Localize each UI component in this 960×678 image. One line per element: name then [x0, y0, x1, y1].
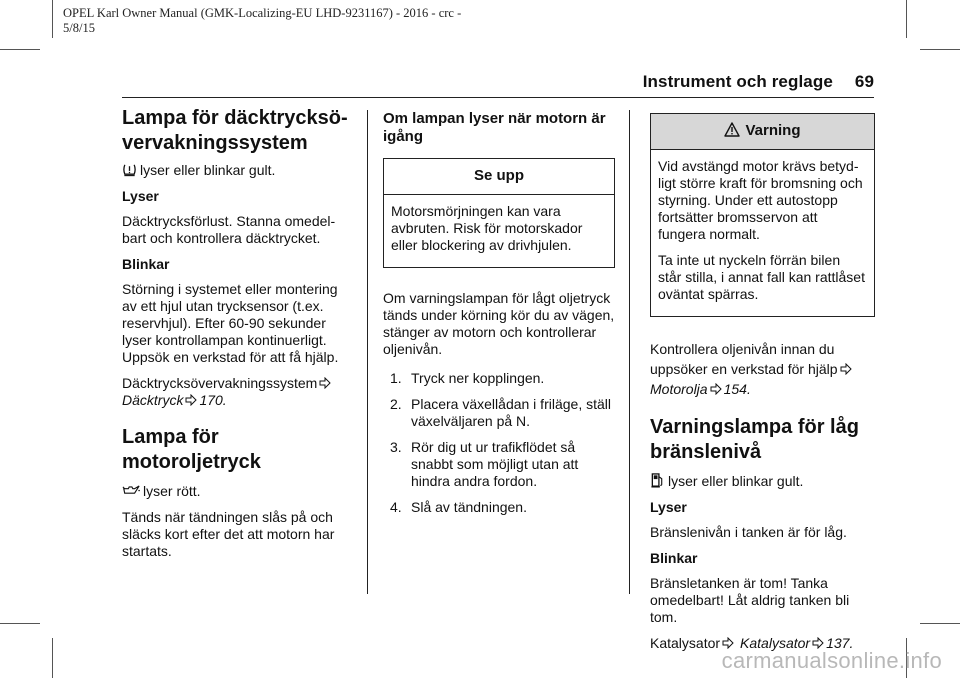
oil-pressure-status [122, 483, 352, 500]
fuel-pump-icon [650, 473, 665, 488]
watermark: carmanualsonline.info [721, 648, 942, 673]
low-fuel-status-text: lyser eller blinkar gult. [668, 473, 804, 489]
tpms-reference [122, 375, 352, 409]
caution-box [383, 158, 615, 268]
warning-triangle-icon [724, 122, 740, 137]
tpms-status-text: lyser eller blinkar gult. [140, 162, 276, 178]
catalyst-ref-text: Katalysator [650, 635, 721, 651]
list-item: 3. Rör dig ut ur trafikflödet så snabbt som möjligt utan att hindra andra fordon. [390, 439, 579, 489]
low-fuel-blink-label: Blinkar [650, 550, 698, 566]
tpms-ref-text: Däcktrycksövervakningssystem [122, 375, 318, 391]
reference-arrow-icon [710, 383, 722, 395]
oil-check-page[interactable]: 154. [723, 381, 751, 397]
tpms-blink-label: Blinkar [122, 256, 170, 272]
warning-text-2: Ta inte ut nyckeln förrän bilen står stilla, i annat fall kan rattlåset oväntat spärras. [658, 252, 865, 302]
low-fuel-status [650, 473, 875, 490]
tire-pressure-icon [122, 162, 137, 177]
low-fuel-blink-text: Bränsletanken är tom! Tanka omedelbart! Låt aldrig tanken bli tom. [650, 575, 850, 625]
column-divider [629, 110, 630, 594]
oil-can-icon [122, 483, 140, 498]
reference-arrow-icon [319, 377, 331, 389]
list-item: 1. Tryck ner kopplingen. [390, 370, 545, 386]
oil-check-text: Kontrollera oljenivån innan du uppsöker en verkstad för hjälp [650, 341, 838, 377]
tpms-on-text: Däcktrycksförlust. Stanna omedel-bart och kontrollera däcktrycket. [122, 213, 336, 246]
header-info-line2: 5/8/15 [63, 21, 95, 35]
column-2 [383, 110, 615, 525]
caution-title: Se upp [384, 159, 614, 195]
header-rule [122, 97, 874, 98]
column-1 [122, 106, 352, 569]
page-number: 69 [854, 72, 874, 91]
reference-arrow-icon [840, 363, 852, 375]
column-3 [650, 113, 875, 661]
column-divider [367, 110, 368, 594]
running-head [643, 72, 874, 92]
crop-mark [0, 49, 40, 50]
crop-mark [920, 49, 960, 50]
tpms-blink-text: Störning i systemet eller montering av ett hjul utan trycksensor (t.ex. reservhjul). Efter 60-90 sekunder lyser kontrollampan kontinuerligt. Uppsök en verkstad för att få hjälp. [122, 281, 339, 365]
low-oil-intro: Om varningslampan för lågt oljetryck tänds under körning kör du av vägen, stänger av motorn och kontrollerar oljenivån. [383, 290, 615, 357]
low-fuel-on-label: Lyser [650, 499, 687, 515]
crop-mark [0, 623, 40, 624]
warning-box [650, 113, 875, 317]
oil-pressure-text: Tänds när tändningen slås på och släcks kort efter det att motorn har startats. [122, 509, 335, 559]
running-head-title: Instrument och reglage [642, 72, 833, 91]
reference-arrow-icon [185, 394, 197, 406]
warning-title: Varning [745, 122, 801, 139]
tpms-ref-link[interactable]: Däcktryck [122, 392, 184, 408]
low-fuel-on-text: Bränslenivån i tanken är för låg. [650, 524, 847, 540]
crop-mark [920, 623, 960, 624]
oil-pressure-heading: Lampa för motoroljetryck [122, 426, 261, 473]
header-info-line1: OPEL Karl Owner Manual (GMK-Localizing-EU LHD-9231167) - 2016 - crc - [63, 6, 462, 20]
oil-check-link[interactable]: Motorolja [650, 381, 708, 397]
caution-text: Motorsmörjningen kan vara avbruten. Risk för motorskador eller blockering av drivhjulen. [391, 203, 583, 253]
warning-title-bar [651, 114, 874, 150]
list-item: 2. Placera växellådan i friläge, ställ växelväljaren på N. [390, 396, 611, 429]
engine-running-subheading: Om lampan lyser när motorn är igång [383, 110, 606, 145]
crop-mark [52, 0, 53, 38]
oil-check-reference [650, 339, 875, 399]
warning-text-1: Vid avstängd motor krävs betyd-ligt större kraft för bromsning och styrning. Under ett autostopp fortsätter bromsservon att fungera normalt. [658, 158, 863, 242]
tpms-ref-page[interactable]: 170. [199, 392, 227, 408]
crop-mark [906, 0, 907, 38]
oil-pressure-status-text: lyser rött. [143, 483, 201, 499]
procedure-steps [383, 370, 615, 516]
tpms-on-label: Lyser [122, 188, 159, 204]
document-header-info [63, 6, 461, 36]
tpms-status [122, 162, 352, 179]
crop-mark [52, 638, 53, 678]
catalyst-ref-page[interactable]: 137. [826, 635, 854, 651]
list-item: 4. Slå av tändningen. [390, 499, 527, 515]
tpms-heading: Lampa för däcktrycksö-vervakningssystem [122, 107, 348, 154]
catalyst-ref-link[interactable]: Katalysator [740, 635, 811, 651]
low-fuel-heading: Varningslampa för låg bränslenivå [650, 416, 859, 463]
